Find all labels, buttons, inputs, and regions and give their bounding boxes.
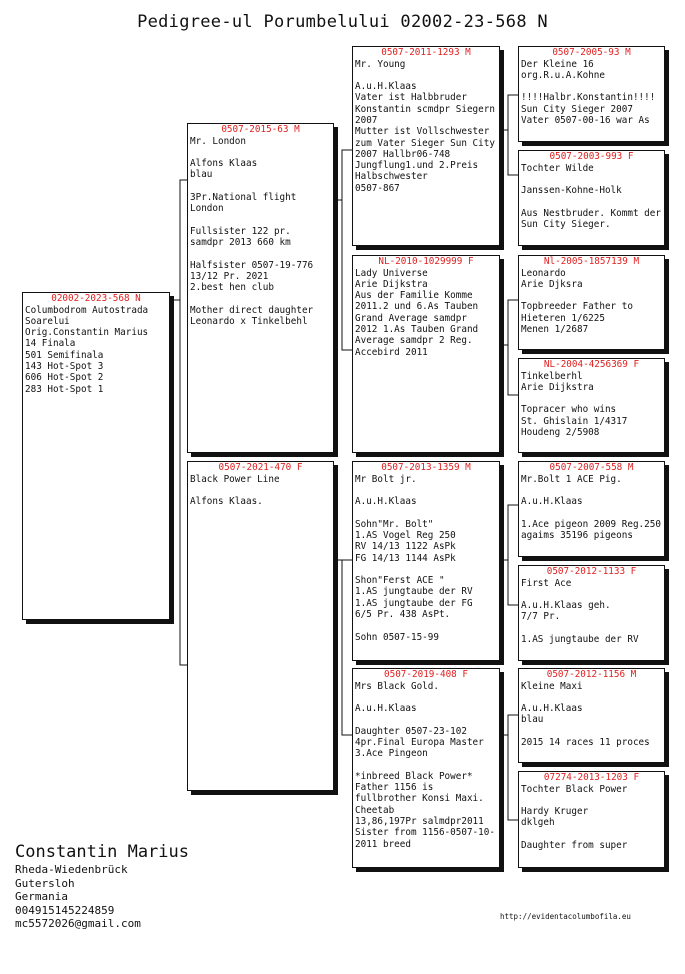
pigeon-details: Columbodrom Autostrada Soarelui Orig.Constantin Marius 14 Finala 501 Semifinala 143 Hot-Spot 3 606 Hot-Spot 2 283 Hot-Spot 1 — [25, 304, 149, 395]
father-card — [187, 123, 334, 453]
ring-number: 0507-2021-470 F — [218, 462, 303, 473]
ring-number: 0507-2012-1156 M — [546, 669, 637, 680]
paternal-grandfather-card — [352, 46, 500, 246]
great-grandparent-card-3 — [518, 255, 665, 350]
ring-number: 0507-2005-93 M — [552, 47, 631, 58]
pigeon-details: Lady Universe Arie Dijkstra Aus der Familie Komme 2011.2 und 6.As Tauben Grand Average samdpr 2012 1.As Tauben Grand Average samdpr 2 Reg. Accebird 2011 — [355, 267, 479, 358]
pigeon-details: Tochter Black Power Hardy Kruger dklgeh Daughter from super — [521, 783, 628, 851]
ring-number: 0507-2013-1359 M — [381, 462, 471, 473]
great-grandparent-card-5 — [518, 461, 665, 557]
paternal-grandmother-card — [352, 255, 500, 453]
ring-number: 0507-2007-558 M — [549, 462, 634, 473]
ring-number: 0507-2003-993 F — [549, 151, 634, 162]
great-grandparent-card-8 — [518, 771, 665, 868]
mother-card — [187, 461, 334, 791]
ring-number: NL-2010-1029999 F — [378, 256, 474, 267]
subject-pigeon-card — [22, 292, 170, 620]
owner-name: Constantin Marius — [15, 842, 189, 862]
ring-number: 0507-2011-1293 M — [381, 47, 471, 58]
owner-city: Rheda-Wiedenbrück — [15, 863, 128, 876]
owner-info — [15, 841, 189, 931]
page-title: Pedigree-ul Porumbelului 02002-23-568 N — [137, 12, 548, 32]
great-grandparent-card-4 — [518, 358, 665, 453]
pigeon-details: Mr Bolt jr. A.u.H.Klaas Sohn"Mr. Bolt" 1.AS Vogel Reg 250 RV 14/13 1122 AsPk FG 14/13 1144 AsPk Shon"Ferst ACE " 1.AS jungtaube der RV 1.AS jungtaube der FG 6/5 Pr. 438 AsPt. Sohn 0507-15-99 — [355, 473, 473, 643]
ring-number: 02002-2023-568 N — [51, 293, 141, 304]
owner-country: Germania — [15, 890, 68, 903]
owner-region: Gutersloh — [15, 876, 75, 890]
pigeon-details: Mrs Black Gold. A.u.H.Klaas Daughter 0507-23-102 4pr.Final Europa Master 3.Ace Pingeon *inbreed Black Power* Father 1156 is fullbrother Konsi Maxi. Cheetab 13,86,197Pr salmdpr2011 Sister from 1156-0507-10- 2011 breed — [355, 680, 495, 850]
ring-number: 0507-2012-1133 F — [546, 566, 637, 577]
ring-number: 0507-2015-63 M — [221, 124, 300, 135]
ring-number: Nl-2005-1857139 M — [543, 256, 640, 267]
website-link[interactable]: http://evidentacolumbofila.eu — [500, 912, 631, 921]
ring-number: 07274-2013-1203 F — [543, 772, 640, 783]
pigeon-details: Mr. Young A.u.H.Klaas Vater ist Halbbruder Konstantin scmdpr Siegern 2007 Mutter ist Vollschwester zum Vater Sieger Sun City 2007 Hallbr06-748 Jungflung1.und 2.Preis Halbschwester 0507-867 — [355, 58, 495, 194]
maternal-grandfather-card — [352, 461, 500, 661]
ring-number: NL-2004-4256369 F — [543, 359, 640, 370]
pigeon-details: Black Power Line Alfons Klaas. — [190, 473, 280, 508]
pigeon-details: Mr.Bolt 1 ACE Pig. A.u.H.Klaas 1.Ace pigeon 2009 Reg.250 agaims 35196 pigeons — [521, 473, 661, 541]
great-grandparent-card-6 — [518, 565, 665, 661]
owner-email[interactable]: mc5572026@gmail.com — [15, 917, 141, 930]
maternal-grandmother-card — [352, 668, 500, 868]
great-grandparent-card-2 — [518, 150, 665, 246]
pigeon-details: Der Kleine 16 org.R.u.A.Kohne !!!!Halbr.Konstantin!!!! Sun City Sieger 2007 Vater 0507-00-16 war As — [521, 58, 656, 126]
pigeon-details: Kleine Maxi A.u.H.Klaas blau 2015 14 races 11 proces — [521, 680, 650, 748]
great-grandparent-card-1 — [518, 46, 665, 142]
ring-number: 0507-2019-408 F — [384, 669, 468, 680]
pigeon-details: Leonardo Arie Djksra Topbreeder Father to Hieteren 1/6225 Menen 1/2687 — [521, 267, 633, 335]
pigeon-details: Tinkelberhl Arie Dijkstra Topracer who wins St. Ghislain 1/4317 Houdeng 2/5908 — [521, 370, 628, 438]
pigeon-details: First Ace A.u.H.Klaas geh. 7/7 Pr. 1.AS jungtaube der RV — [521, 577, 639, 645]
owner-phone: 004915145224859 — [15, 903, 115, 917]
great-grandparent-card-7 — [518, 668, 665, 763]
pigeon-details: Tochter Wilde Janssen-Kohne-Holk Aus Nestbruder. Kommt der Sun City Sieger. — [521, 162, 661, 230]
pigeon-details: Mr. London Alfons Klaas blau 3Pr.National flight London Fullsister 122 pr. samdpr 2013 660 km Halfsister 0507-19-776 13/12 Pr. 2021 2.best hen club Mother direct daughter Leonardo x Tinkelbehl — [190, 135, 314, 328]
